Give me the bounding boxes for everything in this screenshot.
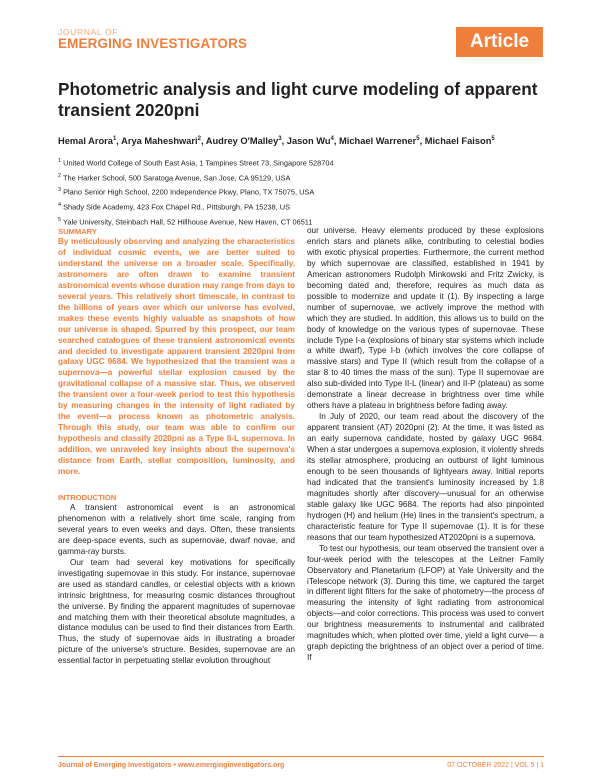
affiliation-list <box>58 155 548 228</box>
footer-separator: | <box>510 762 513 769</box>
author-affiliation-mark: 3 <box>278 136 282 142</box>
author-affiliation-mark: 4 <box>330 136 334 142</box>
affiliation-item <box>58 199 548 214</box>
author-name: Audrey O'Malley <box>205 136 279 147</box>
article-type-badge: Article <box>456 27 543 57</box>
affiliation-mark: 5 <box>58 216 62 223</box>
author-affiliation-mark: 1 <box>112 136 117 142</box>
affiliation-mark: 4 <box>58 202 62 209</box>
affiliation-item <box>58 184 548 199</box>
body-paragraph: To test our hypothesis, our team observed the transient over a four-week period with the telescopes at the Leitner Family Observatory and Planetarium (LFOP) at Yale University and the iTelescope network (3). During this time, we captured the target in different light filters for the sake of photometry—the process of measuring the intensity of light radiating from astronomical objects—and color corrections. This process was used to convert our brightness measurements to instrumental and calibrated magnitudes which, when plotted over time, yield a light curve— a graph depicting the brightness of an object over a period of time. If <box>307 543 544 663</box>
footer-date: 07 OCTOBER 2022 <box>447 762 510 769</box>
author-name: Michael Faison <box>424 136 492 147</box>
footer-separator: | <box>536 762 539 769</box>
author-name: Arya Maheshwari <box>121 136 198 147</box>
affiliation-text: Plano Senior High School, 2200 Independence Pkwy, Plano, TX 75075, USA <box>61 187 315 197</box>
affiliation-text: Yale University, Steinbach Hall, 52 Hillhouse Avenue, New Haven, CT 06511 <box>61 217 313 227</box>
footer-page-number: 1 <box>540 762 544 769</box>
footer-volume: VOL 5 <box>514 762 535 769</box>
footer-journal-link[interactable]: Journal of Emerging Investigators • www.emerginginvestigators.org <box>58 762 285 769</box>
author-affiliation-mark: 2 <box>197 136 201 142</box>
body-paragraph: In July of 2020, our team read about the discovery of the apparent transient (AT) 2020pni (2). At the time, it was listed as an early supernova candidate, hosted by galaxy UGC 9684. When a star undergoes a supernova explosion, it violently shreds its stellar atmosphere, producing an outburst of light luminous enough to be seen thousands of lightyears away. Initial reports had indicated that the transient's luminosity increased by 1.8 magnitudes shortly after discovery—unusual for an otherwise stable galaxy like UGC 9684. The reports had also pinpointed hydrogen (H) and helium (He) lines in the transient's spectrum, a characteristic feature for Type II supernovae (1). It is for these reasons that our team hypothesized AT2020pni is a supernova. <box>307 412 544 542</box>
left-column <box>58 226 295 667</box>
affiliation-text: United World College of South East Asia, 1 Tampines Street 73, Singapore 528704 <box>61 158 334 168</box>
affiliation-text: Shady Side Academy, 423 Fox Chapel Rd., Pittsburgh, PA 15238, US <box>61 202 291 212</box>
right-column <box>307 226 544 664</box>
author-affiliation-mark: 5 <box>491 136 495 142</box>
affiliation-item <box>58 170 548 185</box>
intro-paragraph: Our team had several key motivations for specifically investigating supernovae in this study. For instance, supernovae are used as standard candles, or celestial objects with a known intrinsic brightness, for measuring cosmic distances throughout the universe. By finding the apparent magnitudes of supernovae and matching them with their theoretical absolute magnitudes, a distance modulus can be used to find their distances from Earth. Thus, the study of supernovae aids in illustrating a broader picture of the universe's structure. Besides, supernovae are an essential factor in perpetuating stellar evolution throughout <box>58 557 295 666</box>
affiliation-mark: 2 <box>58 172 62 179</box>
author-affiliation-mark: 5 <box>416 136 420 142</box>
footer-meta <box>447 762 544 769</box>
summary-heading: SUMMARY <box>58 227 97 236</box>
author-name: Jason Wu <box>286 136 331 147</box>
affiliation-item <box>58 155 548 170</box>
body-paragraph: our universe. Heavy elements produced by these explosions enrich stars and planets alike, contributing to celestial bodies with exotic physical properties. Furthermore, the current method by which supernovae are classified, established in 1941 by American astronomers Rudolph Minkowski and Fritz Zwicky, is becoming dated and, therefore, requires as much data as possible to modernize and update it (1). By inspecting a large number of supernovae, we actively improve the method with which they are studied. In addition, this allows us to build on the body of knowledge on the various types of supernovae. These include Type I-a (explosions of binary star systems which include a white dwarf), Type I-b (which involves the core collapse of massive stars) and Type II (which result from the collapse of a star 8 to 40 times the mass of the sun). Type II supernovae are also sub-divided into Type II-L (linear) and II-P (plateau) as some demonstrate a linear decrease in brightness over time while others have a plateau in brightness before fading away. <box>307 226 544 411</box>
author-name: Hemal Arora <box>58 136 113 147</box>
affiliation-mark: 3 <box>58 187 62 194</box>
intro-paragraph: A transient astronomical event is an astronomical phenomenon with a relatively short time scale, ranging from several years to even weeks and days. Often, these transients are deep-space events, such as supernovae, dwarf novae, and gamma-ray bursts. <box>58 502 295 556</box>
affiliation-text: The Harker School, 500 Saratoga Avenue, San Jose, CA 95129, USA <box>61 173 291 183</box>
footer-divider <box>58 756 544 757</box>
paper-title: Photometric analysis and light curve modeling of apparent transient 2020pni <box>58 79 538 120</box>
summary-text: By meticulously observing and analyzing the characteristics of individual cosmic events, we are better suited to understand the universe on a broader scale. Specifically, astronomers are often drawn to examine transient astronomical events whose duration may range from days to several years. This relatively short timescale, in contrast to the billions of years over which our universe has evolved, makes these events highly valuable as snapshots of how our universe is shaped. Spurred by this prospect, our team searched catalogues of these transient astronomical events and decided to investigate apparent transient 2020pni from galaxy UGC 9684. We hypothesized that the transient was a supernova—a powerful stellar explosion caused by the gravitational collapse of a massive star. Thus, we observed the transient over a four-week period to test this hypothesis by measuring changes in the intensity of light radiated by the event—a process known as photometric analysis. Through this study, our team was able to confirm our hypothesis and classify 2020pni as a Type II-L supernova. In addition, we unraveled key insights about the supernova's distance from Earth, stellar composition, luminosity, and more. <box>58 237 295 477</box>
affiliation-mark: 1 <box>58 158 62 164</box>
author-name: Michael Warrener <box>339 136 417 147</box>
journal-name-line2: EMERGING INVESTIGATORS <box>58 36 248 51</box>
introduction-heading: INTRODUCTION <box>58 492 117 502</box>
author-list: Hemal Arora$^1$, Arya Maheshwari$^2$, Audrey O'Malley$^3$, Jason Wu$^4$, Michael Warrener$^5$, Michael Faison$^5$ <box>58 136 495 147</box>
journal-name-line1: JOURNAL OF <box>58 27 119 37</box>
